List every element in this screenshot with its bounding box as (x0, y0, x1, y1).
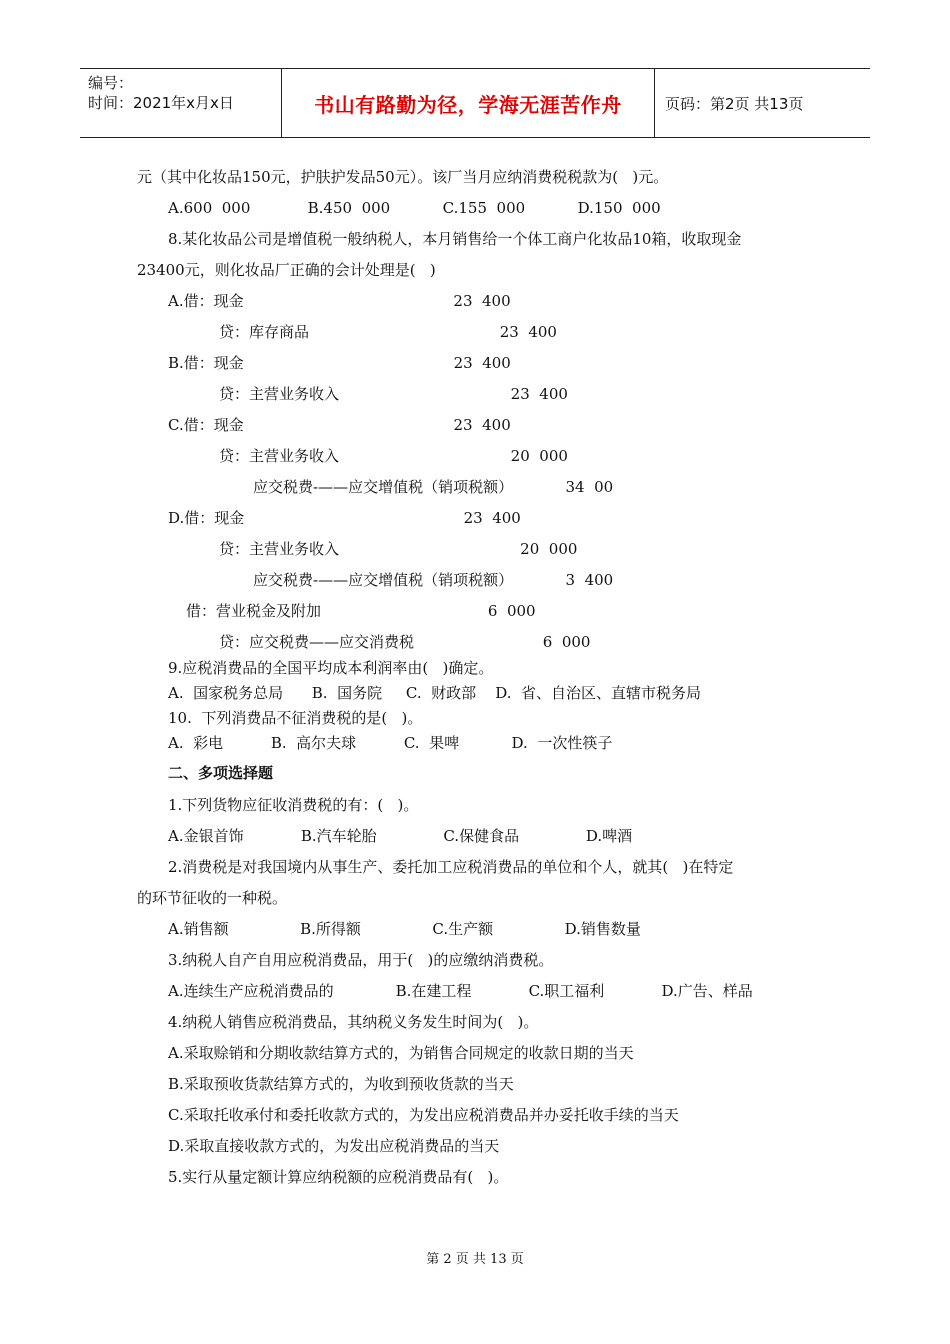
text-line: 元（其中化妆品150元，护肤护发品50元）。该厂当月应纳消费税税款为( )元。 (137, 168, 669, 186)
question-line: 10. 下列消费品不征消费税的是( )。 (168, 709, 423, 727)
entry-line: 应交税费-——应交增值税（销项税额） 34 00 (253, 478, 614, 496)
entry-line: 贷：库存商品 23 400 (219, 323, 557, 341)
question-line: 5.实行从量定额计算应纳税额的应税消费品有( )。 (168, 1168, 509, 1186)
option-line: A.采取赊销和分期收款结算方式的，为销售合同规定的收款日期的当天 (168, 1044, 634, 1062)
option-line: A. 彩电 B. 高尔夫球 C. 果啤 D. 一次性筷子 (168, 734, 613, 752)
header-date: 时间：2021年x月x日 (88, 94, 234, 112)
header-number: 编号： (88, 74, 134, 92)
section-heading: 二、多项选择题 (168, 764, 274, 782)
option-line: D.采取直接收款方式的，为发出应税消费品的当天 (168, 1137, 500, 1155)
document-header (80, 68, 870, 138)
option-line: A. 国家税务总局 B. 国务院 C. 财政部 D. 省、自治区、直辖市税务局 (168, 684, 702, 702)
entry-line: 贷：主营业务收入 20 000 (219, 540, 578, 558)
text-line: 的环节征收的一种税。 (137, 889, 288, 907)
entry-line: B.借：现金 23 400 (168, 354, 511, 372)
option-line: A.连续生产应税消费品的 B.在建工程 C.职工福利 D.广告、样品 (168, 982, 753, 1000)
question-line: 2.消费税是对我国境内从事生产、委托加工应税消费品的单位和个人，就其( )在特定 (168, 858, 734, 876)
question-line: 9.应税消费品的全国平均成本利润率由( )确定。 (168, 659, 494, 677)
question-line: 1.下列货物应征收消费税的有：( )。 (168, 796, 419, 814)
entry-line: C.借：现金 23 400 (168, 416, 511, 434)
question-line: 4.纳税人销售应税消费品，其纳税义务发生时间为( )。 (168, 1013, 539, 1031)
entry-line: 贷：应交税费——应交消费税 6 000 (219, 633, 591, 651)
entry-line: A.借：现金 23 400 (168, 292, 511, 310)
question-line: 3.纳税人自产自用应税消费品，用于( )的应缴纳消费税。 (168, 951, 554, 969)
text-line: 23400元，则化妆品厂正确的会计处理是( ) (137, 261, 436, 279)
option-line: A.金银首饰 B.汽车轮胎 C.保健食品 D.啤酒 (168, 827, 633, 845)
entry-line: 借：营业税金及附加 6 000 (186, 602, 536, 620)
option-line: B.采取预收货款结算方式的，为收到预收货款的当天 (168, 1075, 514, 1093)
entry-line: D.借：现金 23 400 (168, 509, 521, 527)
header-motto: 书山有路勤为径，学海无涯苦作舟 (282, 69, 655, 137)
question-line: 8.某化妆品公司是增值税一般纳税人，本月销售给一个体工商户化妆品10箱，收取现金 (168, 230, 742, 248)
header-meta (80, 69, 282, 137)
entry-line: 贷：主营业务收入 23 400 (219, 385, 568, 403)
page-footer: 第 2 页 共 13 页 (426, 1252, 524, 1267)
option-line: A.600 000 B.450 000 C.155 000 D.150 000 (168, 199, 661, 217)
entry-line: 应交税费-——应交增值税（销项税额） 3 400 (253, 571, 614, 589)
header-page-number: 页码：第2页 共13页 (665, 94, 804, 113)
option-line: C.采取托收承付和委托收款方式的，为发出应税消费品并办妥托收手续的当天 (168, 1106, 679, 1124)
option-line: A.销售额 B.所得额 C.生产额 D.销售数量 (168, 920, 641, 938)
entry-line: 贷：主营业务收入 20 000 (219, 447, 568, 465)
